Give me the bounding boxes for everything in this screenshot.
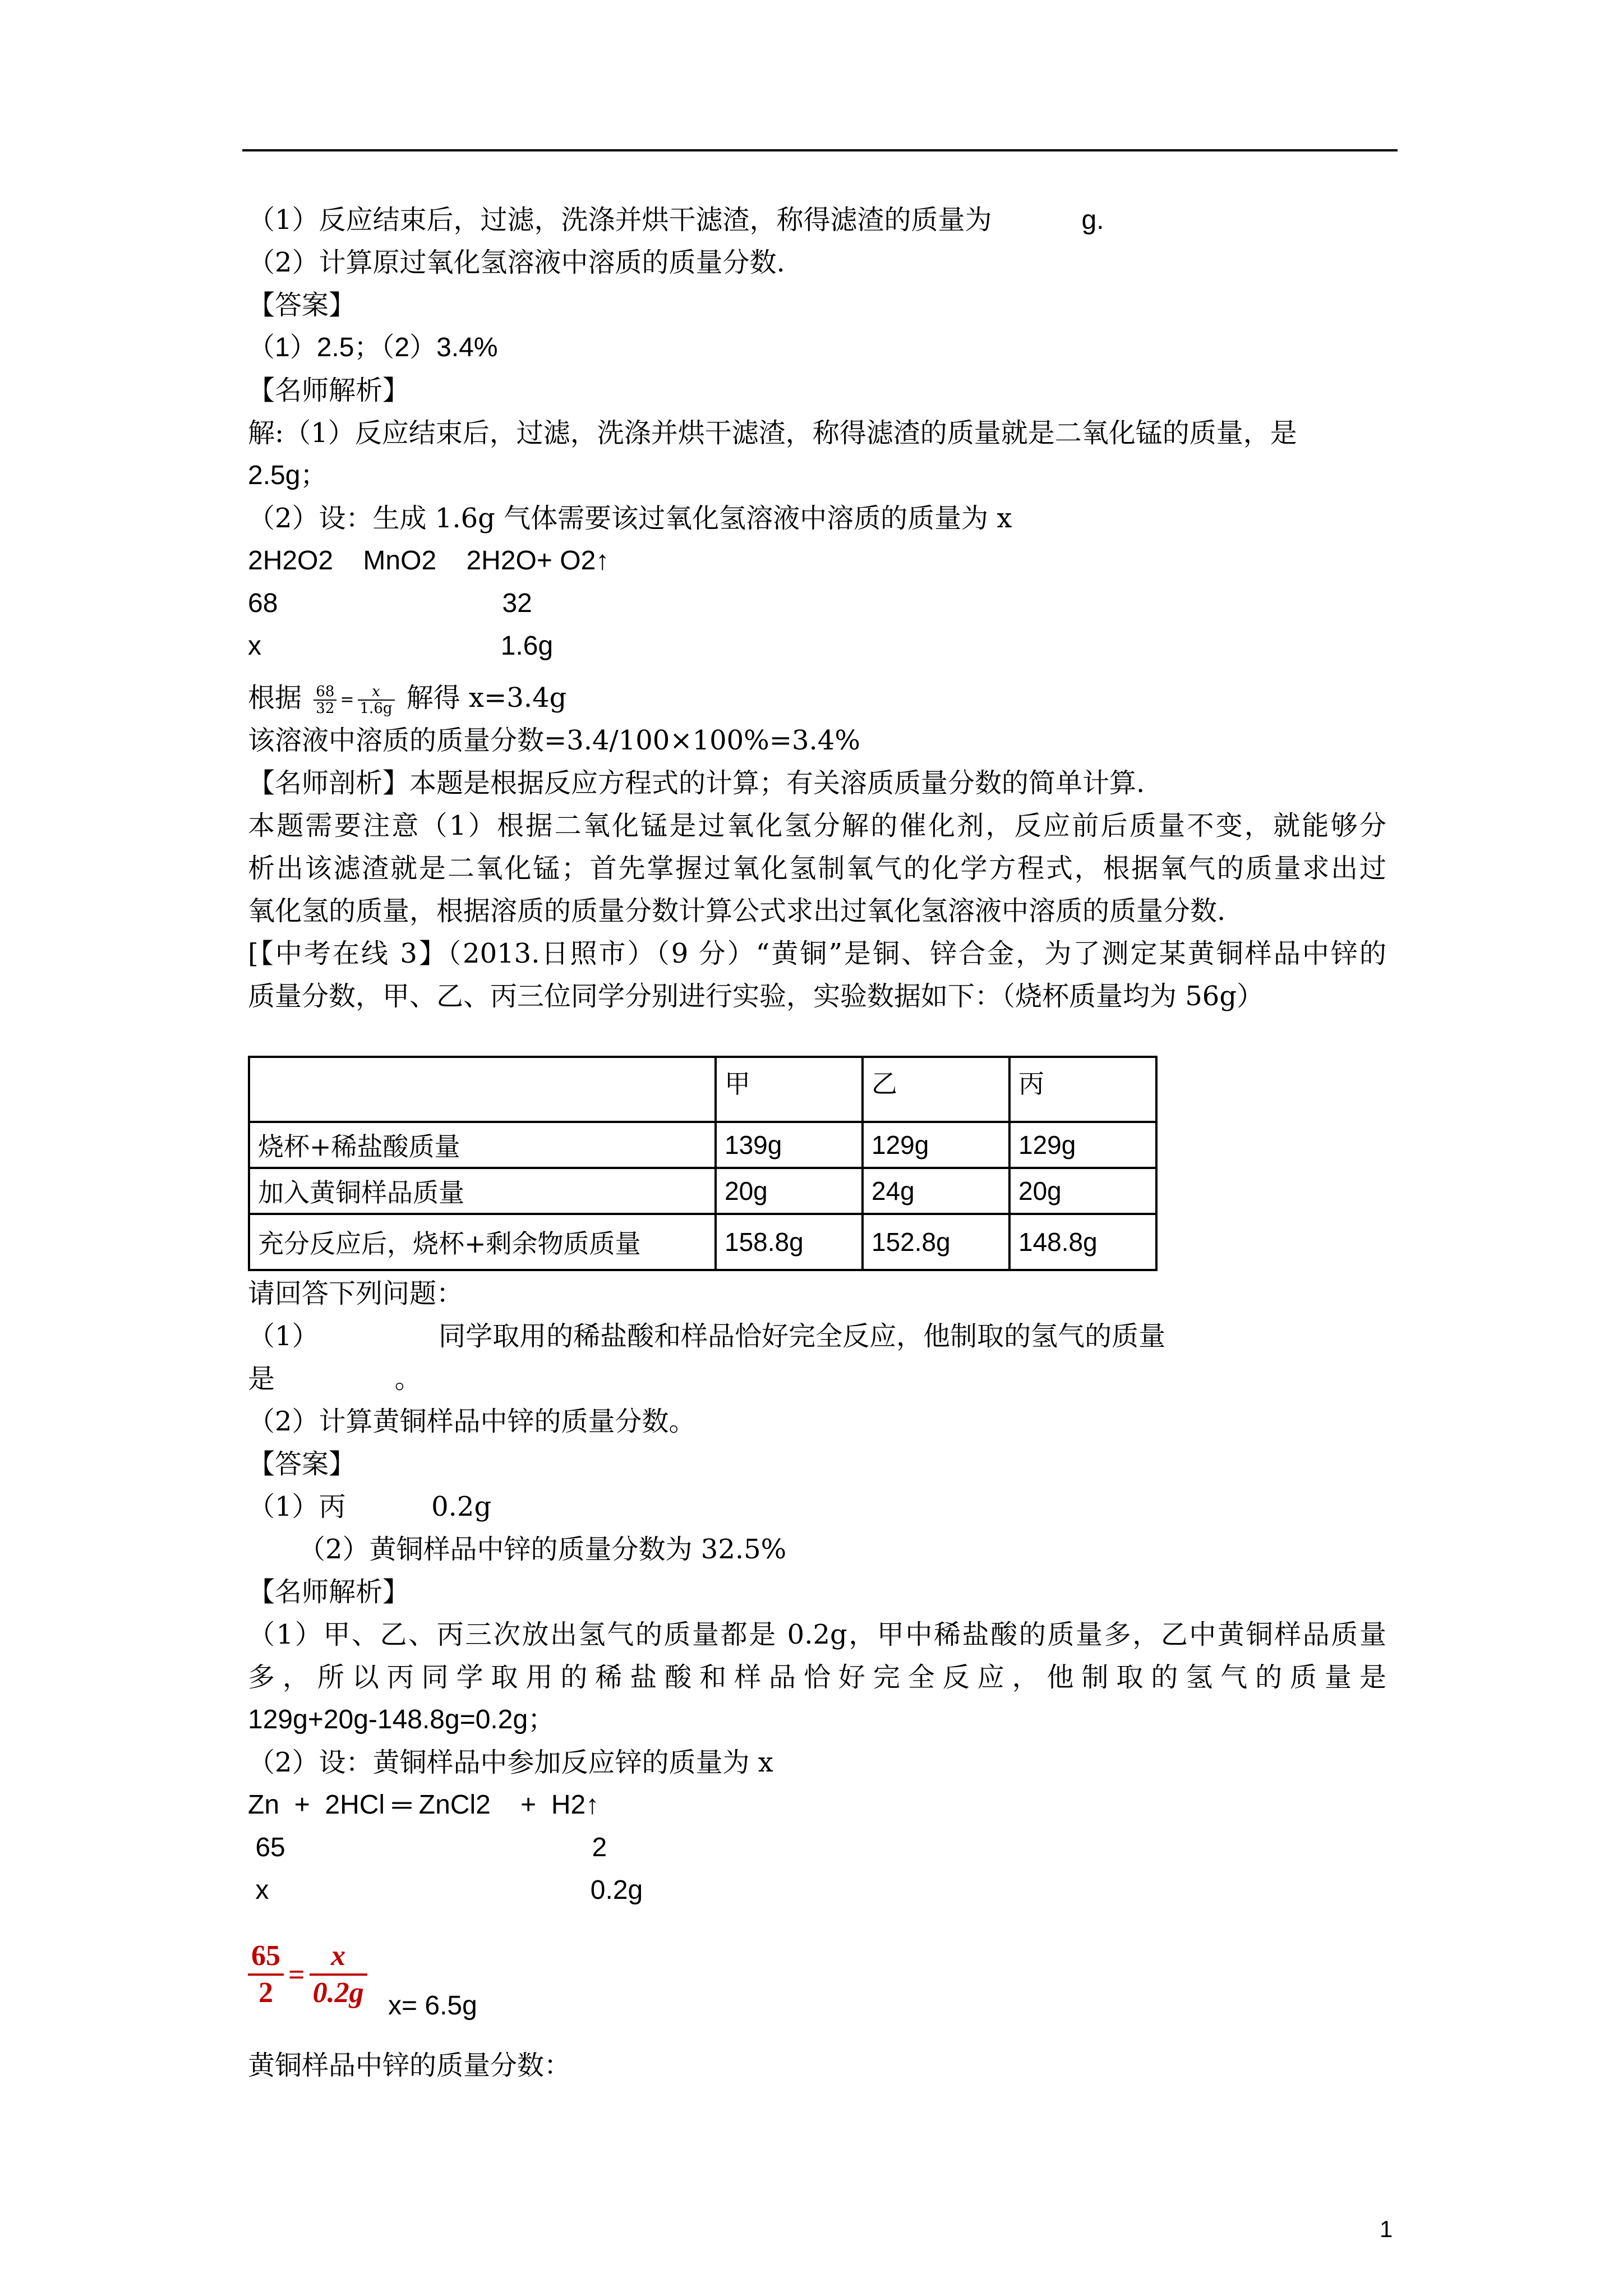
question-1-line bbox=[248, 199, 1104, 242]
analysis-2-line-3: 129g+20g-148.8g=0.2g； bbox=[248, 1705, 555, 1734]
table-row bbox=[249, 1214, 1156, 1270]
zinc-fraction-heading: 黄铜样品中锌的质量分数： bbox=[248, 2050, 571, 2081]
zinc-ratio-fraction-1: $\frac{65}{2}$ bbox=[248, 1939, 284, 2010]
analysis-2-line-1: （1）甲、乙、丙三次放出氢气的质量都是 0.2g，甲中稀盐酸的质量多，乙中黄铜样品质量 bbox=[248, 1619, 1386, 1650]
analysis-line-1: 解:（1）反应结束后，过滤，洗涤并烘干滤渣，称得滤渣的质量就是二氧化锰的质量，是 bbox=[248, 417, 1297, 449]
analysis-2-line-4: （2）设：黄铜样品中参加反应锌的质量为 x bbox=[248, 1747, 773, 1778]
ratio-result: 解得 x=3.4g bbox=[406, 682, 567, 714]
answer-3-2: （2）黄铜样品中锌的质量分数为 32.5% bbox=[298, 1534, 787, 1565]
problem-3-line-2: 质量分数，甲、乙、丙三位同学分别进行实验，实验数据如下：（烧杯质量均为 56g） bbox=[248, 981, 1264, 1012]
table-header-cell: 乙 bbox=[863, 1057, 1009, 1122]
analysis-line-2: 2.5g； bbox=[248, 461, 328, 490]
experiment-data-table bbox=[248, 1056, 1158, 1271]
analysis-heading-2: 【名师解析】 bbox=[248, 1576, 410, 1608]
table-cell: 烧杯+稀盐酸质量 bbox=[249, 1122, 716, 1168]
table-cell: 152.8g bbox=[863, 1214, 1009, 1270]
answer-3-1: （1）丙 0.2g bbox=[248, 1491, 492, 1522]
commentary-line-2: 析出该滤渣就是二氧化锰；首先掌握过氧化氢制氧气的化学方程式，根据氧气的质量求出过 bbox=[248, 853, 1386, 884]
table-header-cell: 丙 bbox=[1009, 1057, 1156, 1122]
zinc-ratio-fraction-2: $\frac{x}{0.2g}$ bbox=[310, 1939, 367, 2010]
ratio-fraction-1: $\frac{68}{32}$ bbox=[313, 684, 336, 716]
zinc-equation: Zn + 2HCl ═ ZnCl2 + H2↑ bbox=[248, 1790, 600, 1820]
table-cell: 129g bbox=[1009, 1122, 1156, 1168]
table-cell: 148.8g bbox=[1009, 1214, 1156, 1270]
mass-fraction-result: 该溶液中溶质的质量分数=3.4/100×100%=3.4% bbox=[248, 725, 860, 756]
table-cell: 20g bbox=[1009, 1168, 1156, 1214]
commentary-line-1: 本题需要注意（1）根据二氧化锰是过氧化氢分解的催化剂，反应前后质量不变，就能够分 bbox=[248, 810, 1386, 841]
question-3-1-cont: 是 。 bbox=[248, 1363, 422, 1395]
header-rule bbox=[242, 149, 1398, 151]
zinc-mass-result: x= 6.5g bbox=[388, 1991, 477, 2021]
table-cell: 129g bbox=[863, 1122, 1009, 1168]
commentary-line-3: 氧化氢的质量，根据溶质的质量分数计算公式求出过氧化氢溶液中溶质的质量分数. bbox=[248, 895, 1226, 927]
table-header-row bbox=[249, 1057, 1156, 1122]
question-2-line: （2）计算原过氧化氢溶液中溶质的质量分数. bbox=[248, 247, 785, 278]
zinc-ratio: $\frac{65}{2}$ = $\frac{x}{0.2g}$ bbox=[248, 1939, 367, 2010]
commentary-heading-line: 【名师剖析】本题是根据反应方程式的计算；有关溶质质量分数的简单计算. bbox=[248, 767, 1145, 799]
zinc-equation-masses: 65 2 bbox=[248, 1833, 607, 1862]
page-number: 1 bbox=[1380, 2216, 1393, 2242]
questions-intro: 请回答下列问题： bbox=[248, 1278, 464, 1309]
question-3-1-line: （1） 同学取用的稀盐酸和样品恰好完全反应，他制取的氢气的质量 bbox=[248, 1320, 1166, 1352]
answer-line: （1）2.5；（2）3.4% bbox=[248, 333, 498, 362]
ratio-prefix: 根据 bbox=[248, 682, 302, 714]
analysis-2-line-2: 多，所以丙同学取用的稀盐酸和样品恰好完全反应，他制取的氢气的质量是 bbox=[248, 1662, 1386, 1693]
ratio-fraction-2: $\frac{x}{1.6g}$ bbox=[358, 684, 395, 716]
equation-line: 2H2O2 MnO2 2H2O+ O2↑ bbox=[248, 546, 610, 576]
question-1-text: （1）反应结束后，过滤，洗涤并烘干滤渣，称得滤渣的质量为 bbox=[248, 204, 992, 236]
analysis-line-3: （2）设：生成 1.6g 气体需要该过氧化氢溶液中溶质的质量为 x bbox=[248, 503, 1012, 534]
table-cell: 充分反应后，烧杯+剩余物质质量 bbox=[249, 1214, 716, 1270]
table-cell: 24g bbox=[863, 1168, 1009, 1214]
table-cell: 加入黄铜样品质量 bbox=[249, 1168, 716, 1214]
ratio-line: 根据 $\frac{68}{32}$ = $\frac{x}{1.6g}$ 解得 x=3.4g bbox=[248, 682, 567, 717]
zinc-equation-unknowns: x 0.2g bbox=[248, 1875, 643, 1905]
problem-3-line-1: [【中考在线 3】（2013.日照市）（9 分）“黄铜”是铜、锌合金，为了测定某黄铜样品中锌的 bbox=[248, 938, 1386, 969]
table-row bbox=[249, 1122, 1156, 1168]
answer-heading-2: 【答案】 bbox=[248, 1448, 356, 1480]
equation-masses: 68 32 bbox=[248, 588, 532, 618]
answer-heading: 【答案】 bbox=[248, 289, 356, 321]
analysis-heading: 【名师解析】 bbox=[248, 375, 410, 406]
table-row bbox=[249, 1168, 1156, 1214]
table-cell: 139g bbox=[716, 1122, 863, 1168]
table-header-cell: 甲 bbox=[716, 1057, 863, 1122]
question-1-unit: g. bbox=[1081, 205, 1104, 235]
table-cell: 20g bbox=[716, 1168, 863, 1214]
table-cell: 158.8g bbox=[716, 1214, 863, 1270]
equation-unknowns: x 1.6g bbox=[248, 631, 554, 661]
question-3-2-line: （2）计算黄铜样品中锌的质量分数。 bbox=[248, 1406, 696, 1437]
table-header-cell bbox=[249, 1057, 716, 1122]
